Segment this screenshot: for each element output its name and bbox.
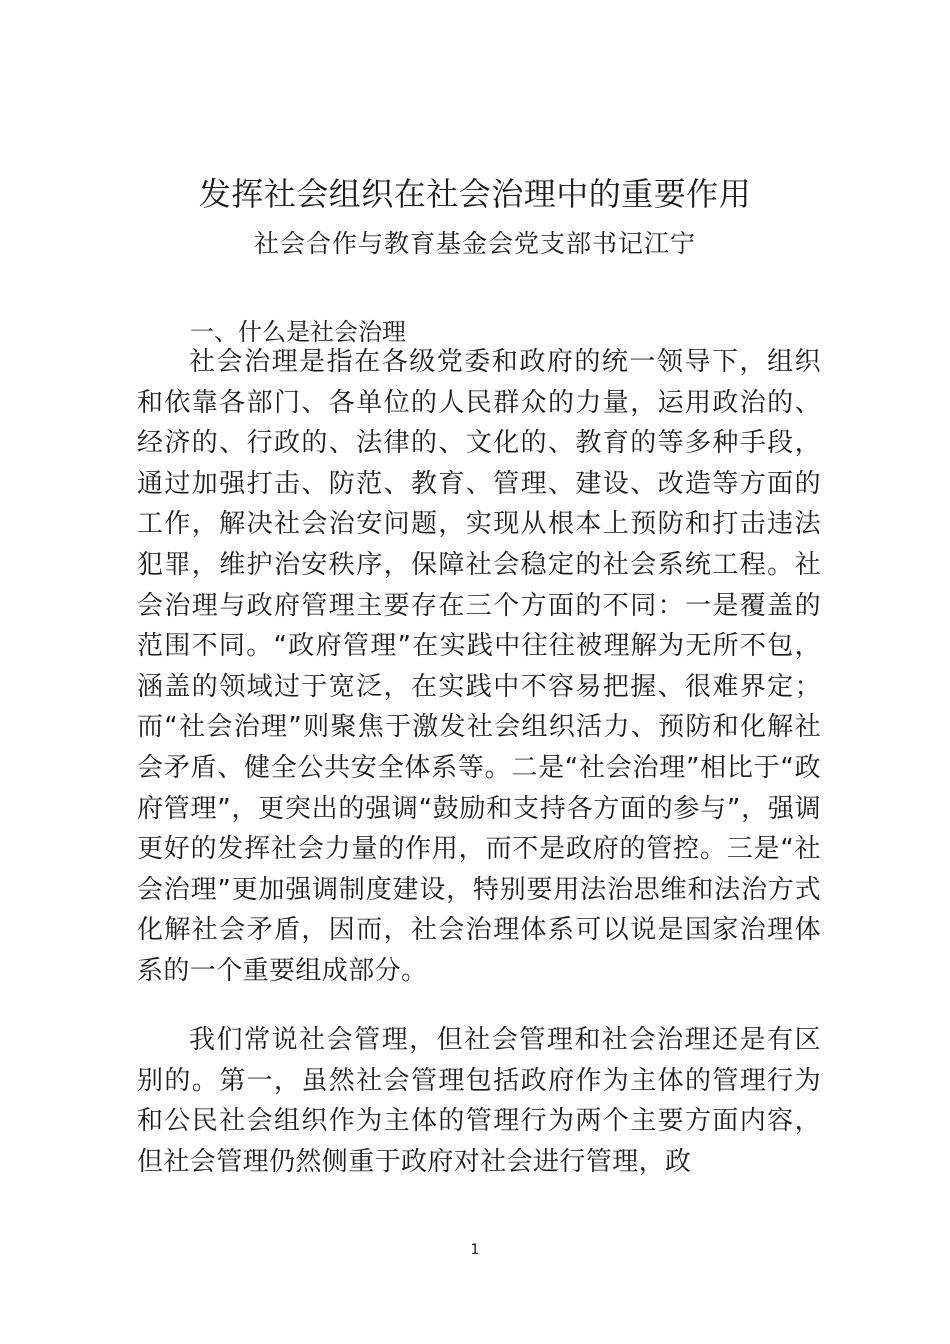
document-title: 发挥社会组织在社会治理中的重要作用 bbox=[198, 175, 752, 213]
document-subtitle: 社会合作与教育基金会党支部书记江宁 bbox=[253, 229, 696, 258]
body-paragraph-2: 我们常说社会管理，但社会管理和社会治理还是有区别的。第一，虽然社会管理包括政府作为主体的管理行为和公民社会组织作为主体的管理行为两个主要方面内容，但社会管理仍然侧重于政府对社会进行管理，政 bbox=[137, 1025, 821, 1177]
body-paragraph-1: 社会治理是指在各级党委和政府的统一领导下，组织和依靠各部门、各单位的人民群众的力量，运用政治的、经济的、行政的、法律的、文化的、教育的等多种手段，通过加强打击、防范、教育、管理、建设、改造等方面的工作，解决社会治安问题，实现从根本上预防和打击违法犯罪，维护治安秩序，保障社会稳定的社会系统工程。社会治理与政府管理主要存在三个方面的不同：一是覆盖的范围不同。“政府管理”在实践中往往被理解为无所不包，涵盖的领域过于宽泛，在实践中不容易把握、很难界定；而“社会治理”则聚焦于激发社会组织活力、预防和化解社会矛盾、健全公共安全体系等。二是“社会治理”相比于“政府管理”，更突出的强调“鼓励和支持各方面的参与”，强调更好的发挥社会力量的作用，而不是政府的管控。三是“社会治理”更加强调制度建设，特别要用法治思维和法治方式化解社会矛盾，因而，社会治理体系可以说是国家治理体系的一个重要组成部分。 bbox=[137, 347, 821, 986]
section-heading: 一、什么是社会治理 bbox=[190, 318, 406, 346]
page-number: 1 bbox=[470, 1242, 480, 1258]
